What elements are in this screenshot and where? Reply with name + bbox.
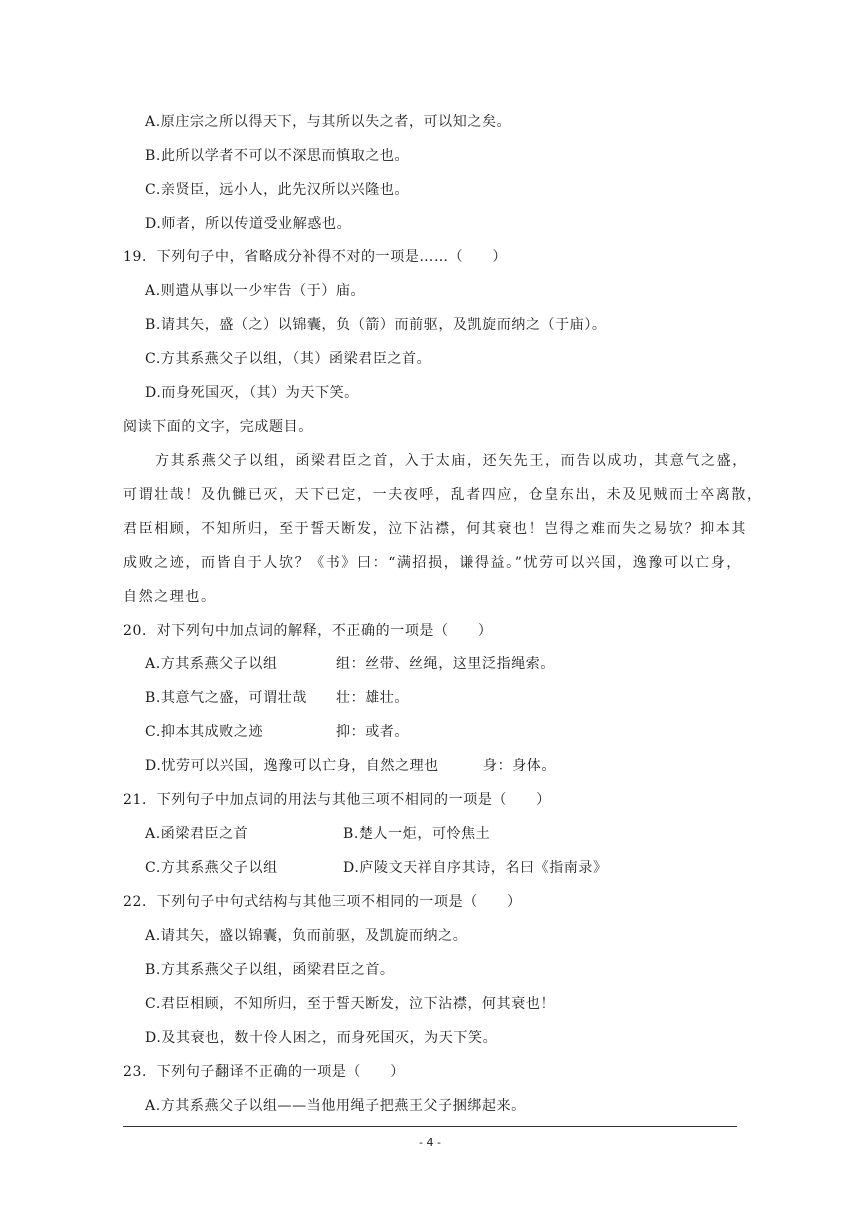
q19-option-d: D.而身死国灭，（其）为天下笑。 xyxy=(145,385,359,401)
q18-option-b: B.此所以学者不可以不深思而慎取之也。 xyxy=(145,148,410,164)
q21-option-b: B.楚人一炬，可怜焦土 xyxy=(343,826,491,842)
q23-option-a: A.方其系燕父子以组——当他用绳子把燕王父子捆绑起来。 xyxy=(145,1098,526,1114)
q21-stem: 21．下列句子中加点词的用法与其他三项不相同的一项是（ ） xyxy=(123,792,551,808)
q21-option-c: C.方其系燕父子以组 xyxy=(145,860,278,876)
q20-option-a-gloss: 组：丝带、丝绳，这里泛指绳索。 xyxy=(336,656,555,672)
q19-option-a: A.则遣从事以一少牢告（于）庙。 xyxy=(145,283,366,299)
q20-option-d xyxy=(145,756,439,776)
q18-option-c: C.亲贤臣，远小人，此先汉所以兴隆也。 xyxy=(145,182,410,198)
footer-divider xyxy=(123,1126,737,1127)
q19-option-b: B.请其矢，盛（之）以锦囊，负（箭）而前驱，及凯旋而纳之（于庙）。 xyxy=(145,317,607,333)
passage-line: 君臣相顾，不知所归，至于誓天断发，泣下沾襟，何其衰也！岂得之难而失之易欤？抑本其 xyxy=(123,521,747,537)
q21-option-d: D.庐陵文天祥自序其诗，名曰《指南录》 xyxy=(343,860,608,876)
q21-option-a: A.函梁君臣之首 xyxy=(145,826,249,842)
q18-option-d: D.师者，所以传道受业解惑也。 xyxy=(145,216,352,232)
q20-option-a-sentence: A.方其系燕父子以组 xyxy=(145,656,278,672)
passage-line: 成败之迹，而皆自于人欤？《书》曰：“满招损，谦得益。”忧劳可以兴国，逸豫可以亡身， xyxy=(123,555,742,571)
q20-option-d-sentence: D.忧劳可以兴国，逸豫可以亡身，自然之理也 xyxy=(145,758,439,774)
q22-option-d: D.及其衰也，数十伶人困之，而身死国灭，为天下笑。 xyxy=(145,1030,498,1046)
passage-line: 自然之理也。 xyxy=(123,589,217,605)
q20-option-c xyxy=(145,722,263,742)
passage-line: 可谓壮哉！及仇雠已灭，天下已定，一夫夜呼，乱者四应，仓皇东出，未及见贼而士卒离散， xyxy=(123,487,763,503)
q23-stem: 23．下列句子翻译不正确的一项是（ ） xyxy=(123,1064,405,1080)
q20-option-c-gloss: 抑：或者。 xyxy=(336,724,409,740)
q20-option-b-sentence: B.其意气之盛，可谓壮哉 xyxy=(145,690,307,706)
q19-stem: 19．下列句子中，省略成分补得不对的一项是……（ ） xyxy=(123,249,508,265)
q22-option-a: A.请其矢，盛以锦囊，负而前驱，及凯旋而纳之。 xyxy=(145,928,468,944)
q20-option-d-gloss: 身：身体。 xyxy=(483,758,556,774)
q20-option-c-sentence: C.抑本其成败之迹 xyxy=(145,724,264,740)
q20-option-b xyxy=(145,688,307,708)
q20-option-a xyxy=(145,654,278,674)
q22-option-c: C.君臣相顾，不知所归，至于誓天断发，泣下沾襟，何其衰也！ xyxy=(145,996,556,1012)
passage-line: 方其系燕父子以组，函梁君臣之首，入于太庙，还矢先王，而告以成功，其意气之盛， xyxy=(155,453,748,469)
q20-stem: 20．对下列句中加点词的解释，不正确的一项是（ ） xyxy=(123,623,493,639)
q22-stem: 22．下列句子中句式结构与其他三项不相同的一项是（ ） xyxy=(123,894,522,910)
q22-option-b: B.方其系燕父子以组，函梁君臣之首。 xyxy=(145,962,395,978)
q20-option-b-gloss: 壮：雄壮。 xyxy=(336,690,409,706)
reading-instruction: 阅读下面的文字，完成题目。 xyxy=(123,419,313,435)
page-number: - 4 - xyxy=(419,1136,441,1149)
q19-option-c: C.方其系燕父子以组，（其）函梁君臣之首。 xyxy=(145,351,432,367)
q18-option-a: A.原庄宗之所以得天下，与其所以失之者，可以知之矣。 xyxy=(145,114,512,130)
